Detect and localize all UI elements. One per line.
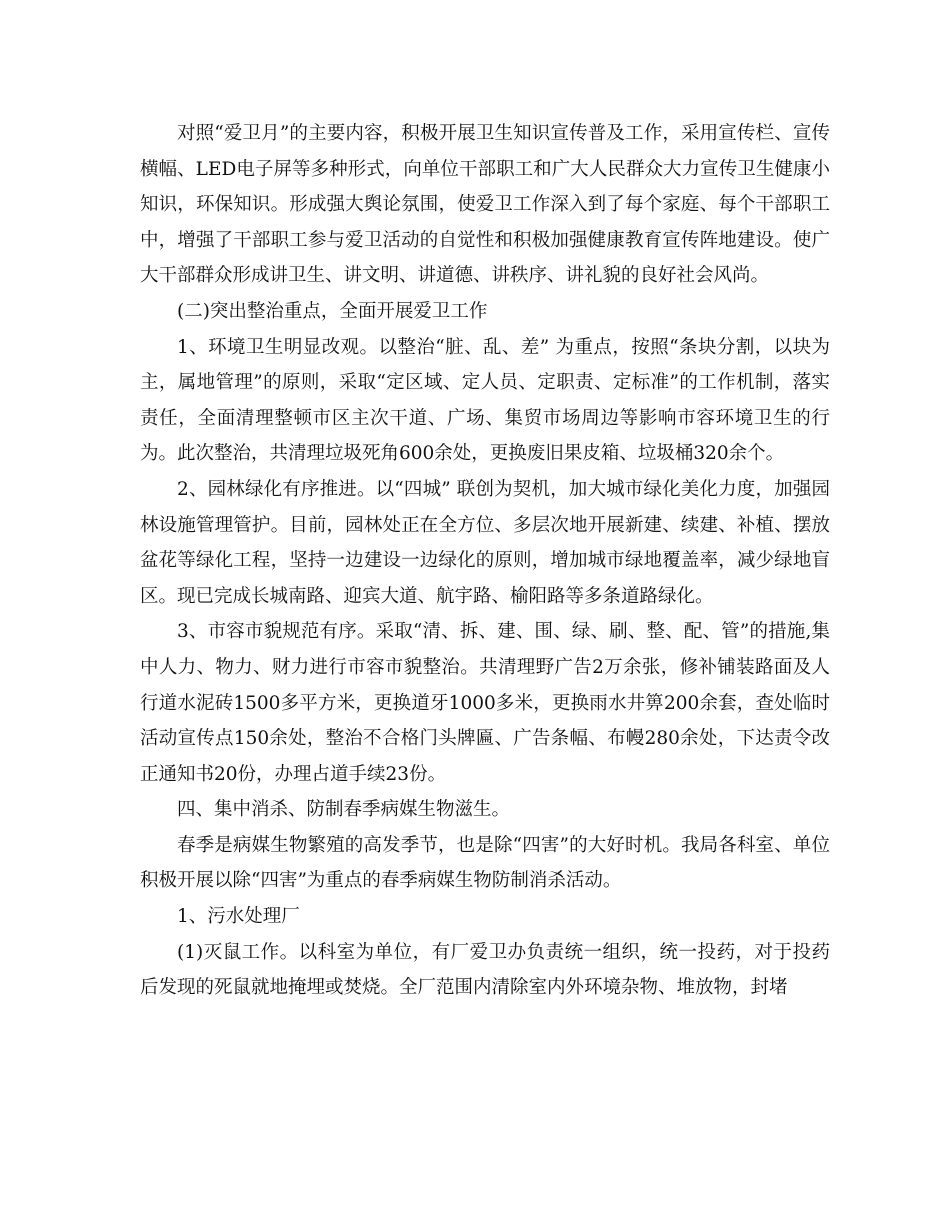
paragraph-publicity: 对照“爱卫月”的主要内容，积极开展卫生知识宣传普及工作，采用宣传栏、宣传横幅、LED电子屏等多种形式，向单位干部职工和广大人民群众大力宣传卫生健康小知识，环保知识。形成强大舆论氛围，使爱卫工作深入到了每个家庭、每个干部职工中，增强了干部职工参与爱卫活动的自觉性和积极加强健康教育宣传阵地建设。使广大干部群众形成讲卫生、讲文明、讲道德、讲秩序、讲礼貌的良好社会风尚。 [140, 123, 830, 287]
paragraph-landscaping: 2、园林绿化有序推进。以“四城” 联创为契机，加大城市绿化美化力度，加强园林设施管理管护。目前，园林处正在全方位、多层次地开展新建、续建、补植、摆放盆花等绿化工程，坚持一边建设一边绿化的原则，增加城市绿地覆盖率，减少绿地盲区。现已完成长城南路、迎宾大道、航宇路、榆阳路等多条道路绿化。 [140, 478, 830, 607]
paragraph-spring-vectors: 春季是病媒生物繁殖的高发季节，也是除“四害”的大好时机。我局各科室、单位积极开展以除“四害”为重点的春季病媒生物防制消杀活动。 [140, 834, 830, 892]
section-heading-disinfection: 四、集中消杀、防制春季病媒生物滋生。 [177, 799, 511, 821]
subheading-sewage-plant: 1、污水处理厂 [177, 906, 300, 928]
document-body [140, 116, 830, 1006]
paragraph-city-appearance: 3、市容市貌规范有序。采取“清、拆、建、围、绿、刷、整、配、管”的措施,集中人力、物力、财力进行市容市貌整治。共清理野广告2万余张，修补铺装路面及人行道水泥砖1500多平方米，更换道牙1000多米，更换雨水井箅200余套，查处临时活动宣传点150余处，整治不合格门头牌匾、广告条幅、布幔280余处，下达责令改正通知书20份，办理占道手续23份。 [140, 621, 830, 785]
section-heading-key-rectification: (二)突出整治重点，全面开展爱卫工作 [177, 300, 488, 322]
paragraph-rodent-control: (1)灭鼠工作。以科室为单位，有厂爱卫办负责统一组织，统一投药，对于投药后发现的死鼠就地掩埋或焚烧。全厂范围内清除室内外环境杂物、堆放物，封堵 [140, 941, 830, 999]
paragraph-environmental-sanitation: 1、环境卫生明显改观。以整治“脏、乱、差” 为重点，按照“条块分割，以块为主，属地管理”的原则，采取“定区域、定人员、定职责、定标准”的工作机制，落实责任，全面清理整顿市区主次干道、广场、集贸市场周边等影响市容环境卫生的行为。此次整治，共清理垃圾死角600余处，更换废旧果皮箱、垃圾桶320余个。 [140, 336, 830, 465]
